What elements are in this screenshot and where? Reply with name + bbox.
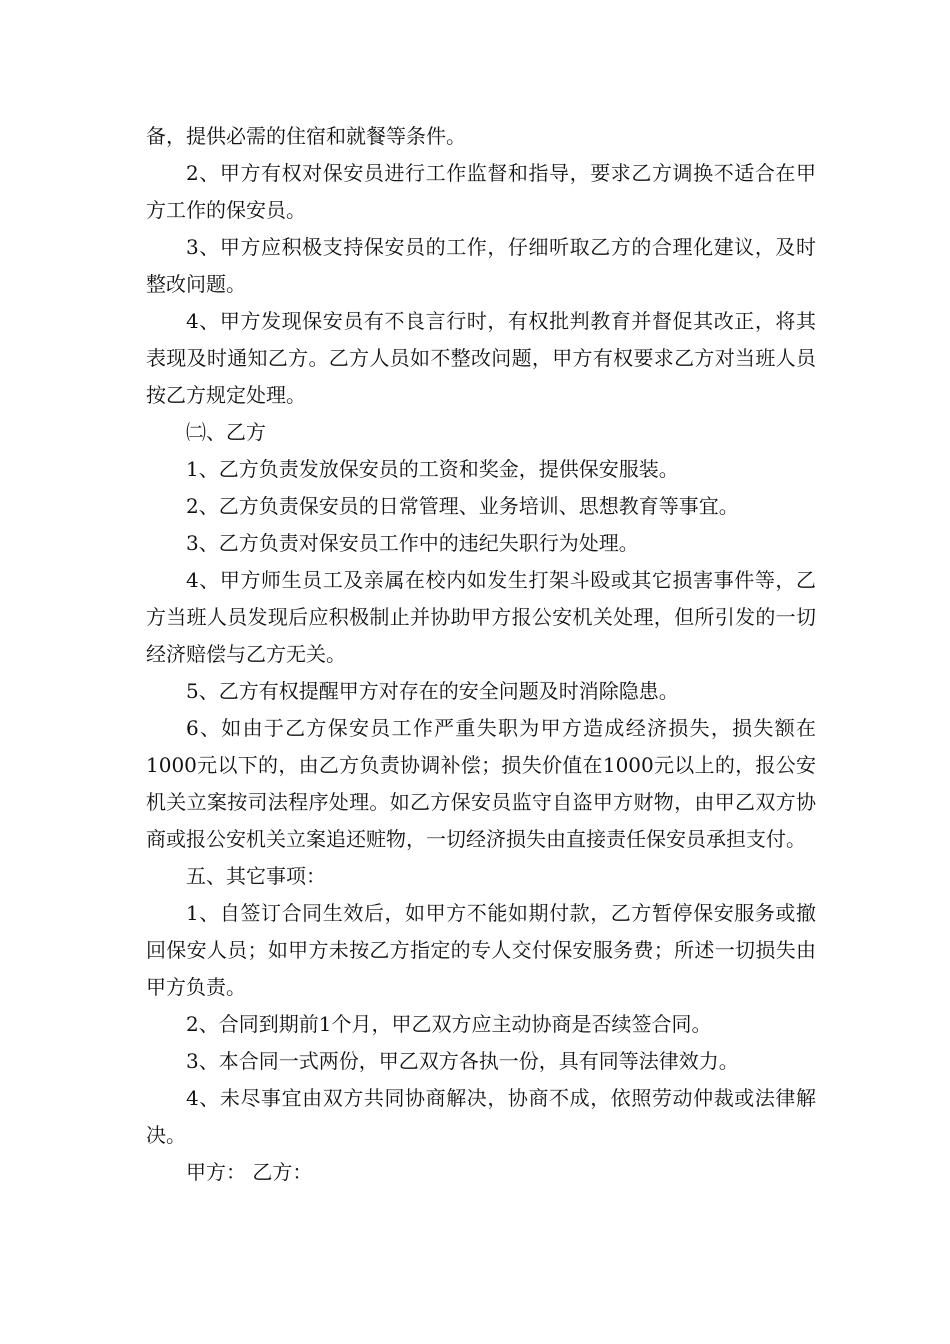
section-heading-other-matters: 五、其它事项： [186, 864, 326, 888]
clause-other-2: 2、合同到期前1个月，甲乙双方应主动协商是否续签合同。 [186, 1012, 712, 1036]
clause-other-1: 1、自签订合同生效后，如甲方不能如期付款，乙方暂停保安服务或撤回保安人员；如甲方未按乙方指定的专人交付保安服务费；所述一切损失由甲方负责。 [146, 901, 816, 999]
clause-party-a-2: 2、甲方有权对保安员进行工作监督和指导，要求乙方调换不适合在甲方工作的保安员。 [146, 161, 816, 222]
signature-line: 甲方： 乙方： [186, 1160, 313, 1184]
clause-party-b-2: 2、乙方负责保安员的日常管理、业务培训、思想教育等事宜。 [186, 494, 739, 518]
clause-party-a-3: 3、甲方应积极支持保安员的工作，仔细听取乙方的合理化建议，及时整改问题。 [146, 235, 816, 296]
document-page [146, 118, 816, 1191]
paragraph-continuation: 备，提供必需的住宿和就餐等条件。 [146, 124, 466, 148]
clause-party-a-4: 4、甲方发现保安员有不良言行时，有权批判教育并督促其改正，将其表现及时通知乙方。乙方人员如不整改问题，甲方有权要求乙方对当班人员按乙方规定处理。 [146, 309, 816, 407]
clause-party-b-6: 6、如由于乙方保安员工作严重失职为甲方造成经济损失，损失额在1000元以下的，由乙方负责协调补偿；损失价值在1000元以上的，报公安机关立案按司法程序处理。如乙方保安员监守自盗甲方财物，由甲乙双方协商或报公安机关立案追还赃物，一切经济损失由直接责任保安员承担支付。 [146, 716, 816, 851]
clause-party-b-1: 1、乙方负责发放保安员的工资和奖金，提供保安服装。 [186, 457, 679, 481]
clause-other-3: 3、本合同一式两份，甲乙双方各执一份，具有同等法律效力。 [186, 1049, 739, 1073]
clause-other-4: 4、未尽事宜由双方共同协商解决，协商不成，依照劳动仲裁或法律解决。 [146, 1086, 816, 1147]
clause-party-b-4: 4、甲方师生员工及亲属在校内如发生打架斗殴或其它损害事件等，乙方当班人员发现后应积极制止并协助甲方报公安机关处理，但所引发的一切经济赔偿与乙方无关。 [146, 568, 816, 666]
clause-party-b-3: 3、乙方负责对保安员工作中的违纪失职行为处理。 [186, 531, 639, 555]
clause-party-b-5: 5、乙方有权提醒甲方对存在的安全问题及时消除隐患。 [186, 679, 679, 703]
section-heading-party-b: ㈡、乙方 [186, 420, 266, 444]
